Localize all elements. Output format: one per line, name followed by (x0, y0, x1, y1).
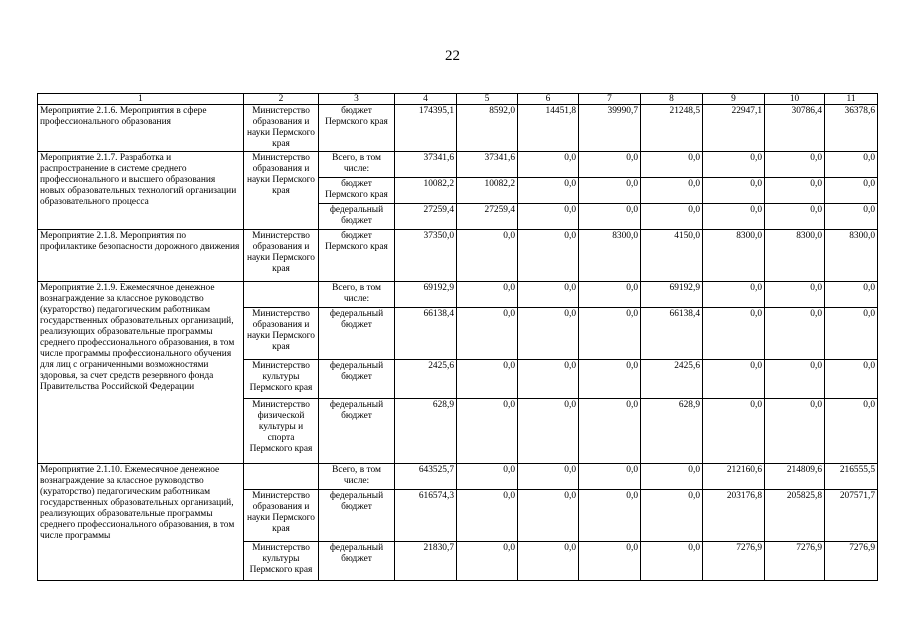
value-cell: 7276,9 (765, 542, 825, 581)
funding-source-cell: Всего, в том числе: (319, 152, 395, 178)
value-cell: 21248,5 (641, 105, 703, 152)
value-cell: 0,0 (579, 204, 641, 230)
value-cell: 69192,9 (641, 282, 703, 308)
measure-description: Мероприятие 2.1.7. Разработка и распространение в системе среднего профессионального и высшего образования новых образовательных технологий организации образовательного процесса (38, 152, 244, 230)
funding-source-cell: федеральный бюджет (319, 360, 395, 399)
executor-cell: Министерство образования и науки Пермского края (244, 152, 319, 230)
funding-source-cell: Всего, в том числе: (319, 282, 395, 308)
value-cell: 0,0 (825, 204, 878, 230)
funding-source-cell: бюджет Пермского края (319, 178, 395, 204)
value-cell: 0,0 (579, 542, 641, 581)
value-cell: 174395,1 (395, 105, 457, 152)
table-row (38, 105, 878, 152)
header-cell: 11 (825, 94, 878, 105)
value-cell: 37350,0 (395, 230, 457, 282)
value-cell: 10082,2 (395, 178, 457, 204)
value-cell: 0,0 (518, 230, 579, 282)
value-cell: 0,0 (579, 464, 641, 490)
budget-table (37, 93, 878, 581)
executor-cell: Министерство образования и науки Пермского края (244, 308, 319, 360)
value-cell: 8300,0 (825, 230, 878, 282)
value-cell: 0,0 (765, 152, 825, 178)
measure-description: Мероприятие 2.1.9. Ежемесячное денежное вознаграждение за классное руководство (кураторство) педагогическим работникам государственных образовательных организаций, реализующих образовательные программы среднего профессионального образования, в том числе программы профессионального обучения для лиц с ограниченными возможностями здоровья, за счет средств резервного фонда Правительства Российской Федерации (38, 282, 244, 464)
executor-cell: Министерство образования и науки Пермского края (244, 105, 319, 152)
value-cell: 0,0 (457, 230, 518, 282)
value-cell: 37341,6 (395, 152, 457, 178)
value-cell: 0,0 (518, 360, 579, 399)
executor-cell: Министерство культуры Пермского края (244, 542, 319, 581)
executor-cell: Министерство культуры Пермского края (244, 360, 319, 399)
value-cell: 0,0 (703, 204, 765, 230)
funding-source-cell: федеральный бюджет (319, 399, 395, 464)
value-cell: 0,0 (457, 542, 518, 581)
value-cell: 0,0 (703, 308, 765, 360)
value-cell: 212160,6 (703, 464, 765, 490)
value-cell: 30786,4 (765, 105, 825, 152)
value-cell: 216555,5 (825, 464, 878, 490)
executor-cell (244, 464, 319, 490)
value-cell: 0,0 (518, 178, 579, 204)
value-cell: 0,0 (825, 308, 878, 360)
executor-cell: Министерство образования и науки Пермского края (244, 490, 319, 542)
value-cell: 2425,6 (395, 360, 457, 399)
value-cell: 36378,6 (825, 105, 878, 152)
value-cell: 0,0 (765, 308, 825, 360)
value-cell: 66138,4 (641, 308, 703, 360)
table-row (38, 152, 878, 178)
value-cell: 0,0 (457, 282, 518, 308)
value-cell: 22947,1 (703, 105, 765, 152)
funding-source-cell: федеральный бюджет (319, 204, 395, 230)
header-cell: 5 (457, 94, 518, 105)
funding-source-cell: федеральный бюджет (319, 308, 395, 360)
funding-source-cell: Всего, в том числе: (319, 464, 395, 490)
table-row (38, 230, 878, 282)
value-cell: 0,0 (518, 282, 579, 308)
value-cell: 207571,7 (825, 490, 878, 542)
value-cell: 0,0 (641, 204, 703, 230)
value-cell: 0,0 (703, 152, 765, 178)
value-cell: 0,0 (703, 178, 765, 204)
value-cell: 0,0 (579, 490, 641, 542)
value-cell: 0,0 (641, 152, 703, 178)
table-row (38, 464, 878, 490)
value-cell: 0,0 (765, 204, 825, 230)
value-cell: 0,0 (457, 308, 518, 360)
value-cell: 0,0 (579, 308, 641, 360)
value-cell: 628,9 (641, 399, 703, 464)
value-cell: 0,0 (518, 308, 579, 360)
value-cell: 0,0 (765, 178, 825, 204)
value-cell: 0,0 (579, 360, 641, 399)
header-cell: 3 (319, 94, 395, 105)
value-cell: 8300,0 (765, 230, 825, 282)
value-cell: 7276,9 (825, 542, 878, 581)
header-cell: 2 (244, 94, 319, 105)
value-cell: 7276,9 (703, 542, 765, 581)
value-cell: 0,0 (579, 399, 641, 464)
funding-source-cell: бюджет Пермского края (319, 230, 395, 282)
value-cell: 0,0 (518, 152, 579, 178)
value-cell: 0,0 (641, 178, 703, 204)
value-cell: 0,0 (765, 399, 825, 464)
value-cell: 21830,7 (395, 542, 457, 581)
header-cell: 10 (765, 94, 825, 105)
value-cell: 8300,0 (579, 230, 641, 282)
value-cell: 66138,4 (395, 308, 457, 360)
measure-description: Мероприятие 2.1.6. Мероприятия в сфере профессионального образования (38, 105, 244, 152)
value-cell: 0,0 (825, 152, 878, 178)
value-cell: 0,0 (579, 282, 641, 308)
value-cell: 2425,6 (641, 360, 703, 399)
measure-description: Мероприятие 2.1.8. Мероприятия по профилактике безопасности дорожного движения (38, 230, 244, 282)
value-cell: 205825,8 (765, 490, 825, 542)
value-cell: 14451,8 (518, 105, 579, 152)
header-cell: 7 (579, 94, 641, 105)
value-cell: 0,0 (518, 399, 579, 464)
value-cell: 0,0 (518, 490, 579, 542)
value-cell: 0,0 (518, 542, 579, 581)
value-cell: 0,0 (579, 152, 641, 178)
header-cell: 6 (518, 94, 579, 105)
header-cell: 1 (38, 94, 244, 105)
funding-source-cell: бюджет Пермского края (319, 105, 395, 152)
executor-cell (244, 282, 319, 308)
value-cell: 0,0 (457, 464, 518, 490)
value-cell: 0,0 (825, 282, 878, 308)
value-cell: 0,0 (825, 178, 878, 204)
value-cell: 0,0 (703, 399, 765, 464)
table-row (38, 282, 878, 308)
value-cell: 0,0 (579, 178, 641, 204)
value-cell: 616574,3 (395, 490, 457, 542)
value-cell: 0,0 (825, 360, 878, 399)
value-cell: 27259,4 (395, 204, 457, 230)
value-cell: 214809,6 (765, 464, 825, 490)
value-cell: 69192,9 (395, 282, 457, 308)
value-cell: 0,0 (703, 360, 765, 399)
executor-cell: Министерство образования и науки Пермского края (244, 230, 319, 282)
value-cell: 0,0 (457, 360, 518, 399)
value-cell: 37341,6 (457, 152, 518, 178)
measure-description: Мероприятие 2.1.10. Ежемесячное денежное вознаграждение за классное руководство (кураторство) педагогическим работникам государственных образовательных организаций, реализующих образовательные программы среднего профессионального образования, в том числе программы (38, 464, 244, 581)
value-cell: 27259,4 (457, 204, 518, 230)
value-cell: 0,0 (703, 282, 765, 308)
value-cell: 0,0 (641, 542, 703, 581)
value-cell: 628,9 (395, 399, 457, 464)
funding-source-cell: федеральный бюджет (319, 542, 395, 581)
value-cell: 0,0 (825, 399, 878, 464)
funding-source-cell: федеральный бюджет (319, 490, 395, 542)
value-cell: 0,0 (641, 464, 703, 490)
value-cell: 0,0 (641, 490, 703, 542)
header-cell: 9 (703, 94, 765, 105)
value-cell: 8300,0 (703, 230, 765, 282)
value-cell: 39990,7 (579, 105, 641, 152)
value-cell: 0,0 (518, 464, 579, 490)
value-cell: 0,0 (765, 360, 825, 399)
header-cell: 8 (641, 94, 703, 105)
value-cell: 0,0 (518, 204, 579, 230)
value-cell: 0,0 (457, 399, 518, 464)
header-row (38, 94, 878, 105)
value-cell: 10082,2 (457, 178, 518, 204)
value-cell: 0,0 (765, 282, 825, 308)
value-cell: 0,0 (457, 490, 518, 542)
value-cell: 203176,8 (703, 490, 765, 542)
value-cell: 643525,7 (395, 464, 457, 490)
executor-cell: Министерство физической культуры и спорта Пермского края (244, 399, 319, 464)
value-cell: 8592,0 (457, 105, 518, 152)
value-cell: 4150,0 (641, 230, 703, 282)
page-number: 22 (445, 48, 460, 64)
header-cell: 4 (395, 94, 457, 105)
